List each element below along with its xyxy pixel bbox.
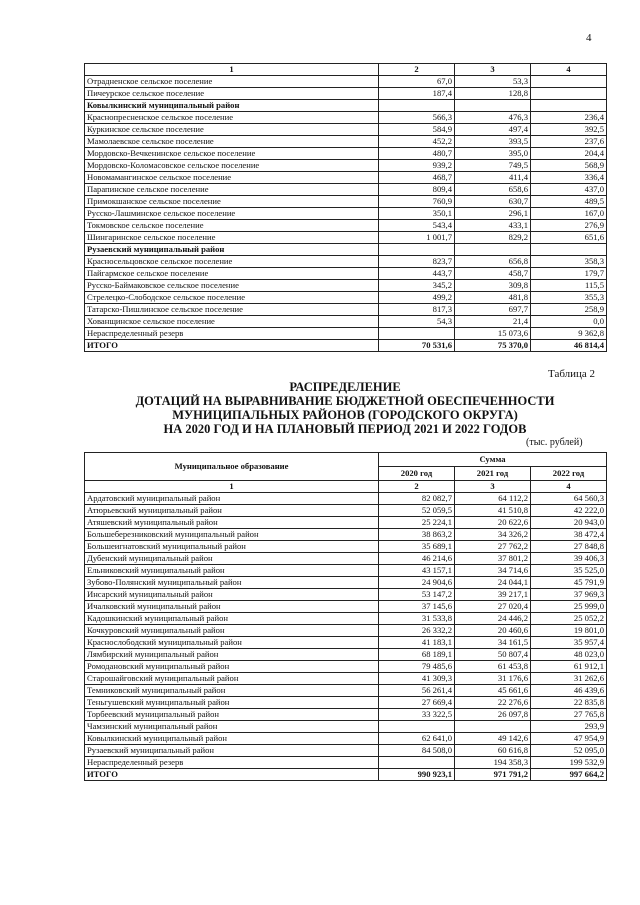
settlement-name: Мамолаевское сельское поселение: [85, 136, 379, 148]
value-2022: 204,4: [531, 148, 607, 160]
column-number-1: 1: [85, 64, 379, 76]
table-row: [85, 268, 607, 280]
value-2020: 31 533,8: [379, 613, 455, 625]
value-2021: 481,8: [455, 292, 531, 304]
municipality-name: Рузаевский муниципальный район: [85, 745, 379, 757]
table-row: [85, 292, 607, 304]
value-2021: 749,5: [455, 160, 531, 172]
value-2022: 358,3: [531, 256, 607, 268]
municipality-name: Лямбирский муниципальный район: [85, 649, 379, 661]
value-2021: 22 276,6: [455, 697, 531, 709]
value-2021: 20 622,6: [455, 517, 531, 529]
table-2-title-line-4: НА 2020 ГОД И НА ПЛАНОВЫЙ ПЕРИОД 2021 И 2022 ГОДОВ: [163, 422, 527, 436]
municipality-name: Зубово-Полянский муниципальный район: [85, 577, 379, 589]
value-2020: 56 261,4: [379, 685, 455, 697]
value-2020: 41 183,1: [379, 637, 455, 649]
value-2021: 34 161,5: [455, 637, 531, 649]
table-row: [85, 613, 607, 625]
table-2-title-line-2: ДОТАЦИЙ НА ВЫРАВНИВАНИЕ БЮДЖЕТНОЙ ОБЕСПЕЧЕННОСТИ: [135, 394, 555, 408]
value-2021: 41 510,8: [455, 505, 531, 517]
municipality-name: Чамзинский муниципальный район: [85, 721, 379, 733]
value-2021: 476,3: [455, 112, 531, 124]
settlement-name: Краснопресненское сельское поселение: [85, 112, 379, 124]
value-2022: 42 222,0: [531, 505, 607, 517]
table-row: [85, 340, 607, 352]
value-2020: 33 322,5: [379, 709, 455, 721]
municipal-settlements-table: [84, 63, 607, 352]
value-2020: [379, 757, 455, 769]
value-2022: 392,5: [531, 124, 607, 136]
settlement-name: Мордовско-Вечкенинское сельское поселение: [85, 148, 379, 160]
column-number-2: 2: [379, 64, 455, 76]
value-2021: 60 616,8: [455, 745, 531, 757]
value-2021: 630,7: [455, 196, 531, 208]
municipality-name: Атяшевский муниципальный район: [85, 517, 379, 529]
settlement-name: Парапинское сельское поселение: [85, 184, 379, 196]
value-2022: 22 835,8: [531, 697, 607, 709]
value-2020: 54,3: [379, 316, 455, 328]
value-2022: 276,9: [531, 220, 607, 232]
settlement-name: Шингаринское сельское поселение: [85, 232, 379, 244]
table-row: [85, 541, 607, 553]
settlement-name: Куркинское сельское поселение: [85, 124, 379, 136]
value-2020: 37 145,6: [379, 601, 455, 613]
table-row: [85, 517, 607, 529]
table-row: [85, 316, 607, 328]
value-2021: 697,7: [455, 304, 531, 316]
value-2022: [531, 244, 607, 256]
table-row: [85, 232, 607, 244]
table-row: [85, 196, 607, 208]
value-2021: 15 073,6: [455, 328, 531, 340]
value-2020: 68 189,1: [379, 649, 455, 661]
value-2021: 49 142,6: [455, 733, 531, 745]
value-2022: 27 848,8: [531, 541, 607, 553]
value-2022: 47 954,9: [531, 733, 607, 745]
municipality-name: Ичалковский муниципальный район: [85, 601, 379, 613]
value-2022: 61 912,1: [531, 661, 607, 673]
value-2020: 52 059,5: [379, 505, 455, 517]
value-2020: 1 001,7: [379, 232, 455, 244]
column-number-1: 1: [85, 481, 379, 493]
settlement-name: Татарско-Пишлинское сельское поселение: [85, 304, 379, 316]
value-2020: 67,0: [379, 76, 455, 88]
value-2022: 27 765,8: [531, 709, 607, 721]
table-row: [85, 112, 607, 124]
value-2020: 566,3: [379, 112, 455, 124]
value-2022: 236,4: [531, 112, 607, 124]
value-2021: 45 661,6: [455, 685, 531, 697]
value-2021: 296,1: [455, 208, 531, 220]
value-2021: [455, 721, 531, 733]
value-2021: [455, 244, 531, 256]
value-2022: 19 801,0: [531, 625, 607, 637]
value-2020: 79 485,6: [379, 661, 455, 673]
column-number-3: 3: [455, 481, 531, 493]
value-2022: 437,0: [531, 184, 607, 196]
page-number: 4: [586, 32, 592, 44]
table-2-label: Таблица 2: [548, 368, 596, 380]
municipality-name: Нераспределенный резерв: [85, 757, 379, 769]
value-2022: 25 052,2: [531, 613, 607, 625]
table-row: [85, 256, 607, 268]
settlement-name: Токмовское сельское поселение: [85, 220, 379, 232]
value-2022: 25 999,0: [531, 601, 607, 613]
value-2022: 46 439,6: [531, 685, 607, 697]
table-row: [85, 328, 607, 340]
value-2021: 829,2: [455, 232, 531, 244]
municipality-name: Кадошкинский муниципальный район: [85, 613, 379, 625]
column-number-3: 3: [455, 64, 531, 76]
value-2022: 568,9: [531, 160, 607, 172]
equalization-grants-table: [84, 452, 607, 781]
settlement-name: Русско-Лашминское сельское поселение: [85, 208, 379, 220]
municipality-name: Ельниковский муниципальный район: [85, 565, 379, 577]
settlement-name: Новомамангинское сельское поселение: [85, 172, 379, 184]
settlement-name: Ковылкинский муниципальный район: [85, 100, 379, 112]
value-2021: 24 446,2: [455, 613, 531, 625]
value-2020: 452,2: [379, 136, 455, 148]
table-row: [85, 505, 607, 517]
table-row: [85, 184, 607, 196]
table-row: [85, 244, 607, 256]
value-2021: [455, 100, 531, 112]
table-number-row: [85, 481, 607, 493]
table-row: [85, 565, 607, 577]
table-row: [85, 280, 607, 292]
value-2020: 760,9: [379, 196, 455, 208]
value-2022: [531, 100, 607, 112]
municipality-name: Теньгушевский муниципальный район: [85, 697, 379, 709]
value-2022: 115,5: [531, 280, 607, 292]
table-row: [85, 625, 607, 637]
table-row: [85, 685, 607, 697]
table-row: [85, 493, 607, 505]
settlement-name: Русско-Баймаковское сельское поселение: [85, 280, 379, 292]
value-2021: 27 020,4: [455, 601, 531, 613]
value-2020: 809,4: [379, 184, 455, 196]
unit-label: (тыс. рублей): [526, 437, 583, 448]
value-2022: 38 472,4: [531, 529, 607, 541]
value-2021: 20 460,6: [455, 625, 531, 637]
table-row: [85, 553, 607, 565]
settlement-name: Мордовско-Коломасовское сельское поселение: [85, 160, 379, 172]
table-row: [85, 529, 607, 541]
value-2020: 939,2: [379, 160, 455, 172]
settlement-name: ИТОГО: [85, 340, 379, 352]
table-row: [85, 589, 607, 601]
table-row: [85, 601, 607, 613]
table-row: [85, 148, 607, 160]
value-2020: 24 904,6: [379, 577, 455, 589]
settlement-name: Хованщинское сельское поселение: [85, 316, 379, 328]
column-number-4: 4: [531, 481, 607, 493]
value-2021: 31 176,6: [455, 673, 531, 685]
settlement-name: Красносельцовское сельское поселение: [85, 256, 379, 268]
value-2022: 167,0: [531, 208, 607, 220]
municipality-name: Кочкуровский муниципальный район: [85, 625, 379, 637]
municipality-name: Большеберезниковский муниципальный район: [85, 529, 379, 541]
value-2020: 35 689,1: [379, 541, 455, 553]
value-2020: 823,7: [379, 256, 455, 268]
value-2022: 9 362,8: [531, 328, 607, 340]
value-2021: 34 714,6: [455, 565, 531, 577]
value-2022: 179,7: [531, 268, 607, 280]
value-2022: 258,9: [531, 304, 607, 316]
table-row: [85, 88, 607, 100]
municipality-name: Торбеевский муниципальный район: [85, 709, 379, 721]
value-2022: 237,6: [531, 136, 607, 148]
value-2022: 20 943,0: [531, 517, 607, 529]
municipality-name: Большеигнатовский муниципальный район: [85, 541, 379, 553]
table-row: [85, 100, 607, 112]
value-2021: 393,5: [455, 136, 531, 148]
value-2020: 990 923,1: [379, 769, 455, 781]
value-2021: 458,7: [455, 268, 531, 280]
settlement-name: Рузаевский муниципальный район: [85, 244, 379, 256]
value-2020: [379, 721, 455, 733]
value-2022: 355,3: [531, 292, 607, 304]
municipality-name: Ромодановский муниципальный район: [85, 661, 379, 673]
value-2022: 293,9: [531, 721, 607, 733]
col-header-2020: 2020 год: [379, 467, 455, 481]
value-2020: 480,7: [379, 148, 455, 160]
value-2020: 27 669,4: [379, 697, 455, 709]
value-2020: 350,1: [379, 208, 455, 220]
table-row: [85, 709, 607, 721]
table-row: [85, 577, 607, 589]
table-row: [85, 136, 607, 148]
municipality-name: Инсарский муниципальный район: [85, 589, 379, 601]
value-2021: 971 791,2: [455, 769, 531, 781]
value-2021: 24 044,1: [455, 577, 531, 589]
value-2022: 651,6: [531, 232, 607, 244]
value-2020: 468,7: [379, 172, 455, 184]
value-2020: 46 214,6: [379, 553, 455, 565]
municipality-name: Старошайговский муниципальный район: [85, 673, 379, 685]
value-2020: 70 531,6: [379, 340, 455, 352]
settlement-name: Примокшанское сельское поселение: [85, 196, 379, 208]
table-row: [85, 172, 607, 184]
value-2021: 656,8: [455, 256, 531, 268]
value-2022: 64 560,3: [531, 493, 607, 505]
table-row: [85, 733, 607, 745]
value-2021: 64 112,2: [455, 493, 531, 505]
municipality-name: Темниковский муниципальный район: [85, 685, 379, 697]
value-2021: 39 217,1: [455, 589, 531, 601]
settlement-name: Пайгармское сельское поселение: [85, 268, 379, 280]
table-row: [85, 160, 607, 172]
table-row: [85, 220, 607, 232]
value-2022: [531, 76, 607, 88]
value-2022: 48 023,0: [531, 649, 607, 661]
settlement-name: Стрелецко-Слободское сельское поселение: [85, 292, 379, 304]
table-row: [85, 208, 607, 220]
col-header-2021: 2021 год: [455, 467, 531, 481]
value-2022: 52 095,0: [531, 745, 607, 757]
municipality-name: Дубенский муниципальный район: [85, 553, 379, 565]
value-2022: 35 957,4: [531, 637, 607, 649]
value-2020: 62 641,0: [379, 733, 455, 745]
value-2020: 187,4: [379, 88, 455, 100]
value-2020: [379, 244, 455, 256]
value-2020: 817,3: [379, 304, 455, 316]
value-2020: 584,9: [379, 124, 455, 136]
col-header-municipality: Муниципальное образование: [85, 453, 379, 481]
value-2022: 39 406,3: [531, 553, 607, 565]
table-row: [85, 721, 607, 733]
value-2021: 26 097,8: [455, 709, 531, 721]
value-2022: 37 969,3: [531, 589, 607, 601]
value-2022: 336,4: [531, 172, 607, 184]
column-number-2: 2: [379, 481, 455, 493]
table-2-title-line-1: РАСПРЕДЕЛЕНИЕ: [289, 380, 401, 394]
table-2-title-line-3: МУНИЦИПАЛЬНЫХ РАЙОНОВ (ГОРОДСКОГО ОКРУГА): [172, 408, 518, 422]
value-2021: 75 370,0: [455, 340, 531, 352]
value-2022: 0,0: [531, 316, 607, 328]
value-2020: 543,4: [379, 220, 455, 232]
municipality-name: Ардатовский муниципальный район: [85, 493, 379, 505]
value-2022: 31 262,6: [531, 673, 607, 685]
value-2022: 199 532,9: [531, 757, 607, 769]
value-2021: 411,4: [455, 172, 531, 184]
value-2021: 395,0: [455, 148, 531, 160]
value-2021: 27 762,2: [455, 541, 531, 553]
value-2020: 25 224,1: [379, 517, 455, 529]
settlement-name: Отрадненское сельское поселение: [85, 76, 379, 88]
value-2021: 37 801,2: [455, 553, 531, 565]
table-row: [85, 124, 607, 136]
table-row: [85, 757, 607, 769]
settlement-name: Пичеурское сельское поселение: [85, 88, 379, 100]
value-2021: 194 358,3: [455, 757, 531, 769]
value-2020: 443,7: [379, 268, 455, 280]
value-2020: 38 863,2: [379, 529, 455, 541]
value-2020: [379, 100, 455, 112]
value-2021: 53,3: [455, 76, 531, 88]
value-2021: 50 807,4: [455, 649, 531, 661]
value-2021: 497,4: [455, 124, 531, 136]
value-2022: [531, 88, 607, 100]
value-2021: 61 453,8: [455, 661, 531, 673]
col-header-2022: 2022 год: [531, 467, 607, 481]
value-2020: 26 332,2: [379, 625, 455, 637]
table-row: [85, 76, 607, 88]
table-row: [85, 304, 607, 316]
column-number-4: 4: [531, 64, 607, 76]
value-2022: 35 525,0: [531, 565, 607, 577]
table-row: [85, 637, 607, 649]
value-2020: 499,2: [379, 292, 455, 304]
value-2020: [379, 328, 455, 340]
municipality-name: Ковылкинский муниципальный район: [85, 733, 379, 745]
value-2020: 53 147,2: [379, 589, 455, 601]
value-2020: 41 309,3: [379, 673, 455, 685]
value-2021: 433,1: [455, 220, 531, 232]
table-row: [85, 673, 607, 685]
settlement-name: Нераспределенный резерв: [85, 328, 379, 340]
value-2022: 997 664,2: [531, 769, 607, 781]
table-row: [85, 745, 607, 757]
municipality-name: Атюрьевский муниципальный район: [85, 505, 379, 517]
table-row: [85, 649, 607, 661]
table-row: [85, 697, 607, 709]
value-2021: 21,4: [455, 316, 531, 328]
value-2021: 658,6: [455, 184, 531, 196]
value-2020: 43 157,1: [379, 565, 455, 577]
value-2021: 128,8: [455, 88, 531, 100]
municipality-name: Краснослободский муниципальный район: [85, 637, 379, 649]
value-2021: 309,8: [455, 280, 531, 292]
municipality-name: ИТОГО: [85, 769, 379, 781]
col-header-sum: Сумма: [379, 453, 607, 467]
value-2022: 46 814,4: [531, 340, 607, 352]
table-row: [85, 661, 607, 673]
value-2020: 84 508,0: [379, 745, 455, 757]
value-2021: 34 326,2: [455, 529, 531, 541]
value-2020: 345,2: [379, 280, 455, 292]
value-2022: 45 791,9: [531, 577, 607, 589]
value-2020: 82 082,7: [379, 493, 455, 505]
table-row: [85, 769, 607, 781]
table-header-row: [85, 64, 607, 76]
value-2022: 489,5: [531, 196, 607, 208]
